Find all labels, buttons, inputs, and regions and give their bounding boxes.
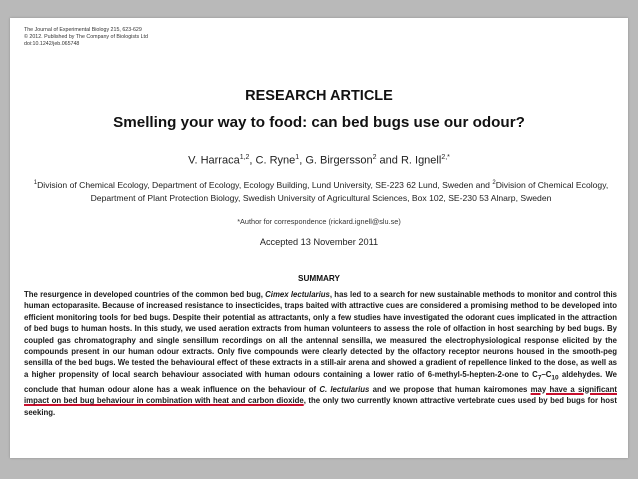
- accepted-date: Accepted 13 November 2011: [259, 237, 379, 247]
- affil-mark-2: 2: [492, 180, 496, 186]
- subscript: 7: [537, 374, 542, 382]
- highlighted-conclusion: may have a significant impact on bed bug behaviour in combination with heat and carbon dioxide: [24, 384, 617, 406]
- affil-mark-1: 1: [33, 180, 38, 186]
- subscript: 10: [551, 374, 559, 382]
- species-name: Cimex lectularius: [265, 290, 330, 299]
- correspondence-note: *Author for correspondence (rickard.ignell@slu.se): [237, 217, 401, 226]
- article-title: Smelling your way to food: can bed bugs use our odour?: [113, 114, 525, 131]
- author-affil-mark: 1: [295, 154, 300, 161]
- article-type-label: RESEARCH ARTICLE: [245, 88, 393, 104]
- journal-citation: [24, 27, 148, 48]
- author-affil-mark: 1,2: [239, 154, 250, 161]
- affiliation-1: Division of Chemical Ecology, Department of Ecology, Ecology Building, Lund University, SE-223 62 Lund, Sweden and: [37, 179, 493, 190]
- paper-page: [10, 18, 628, 458]
- journal-line-2: © 2012. Published by The Company of Biologists Ltd: [24, 34, 148, 40]
- journal-line-1: The Journal of Experimental Biology 215, 623-629: [24, 27, 142, 33]
- affiliations: [24, 177, 618, 205]
- affiliation-2: Division of Chemical Ecology, Department of Plant Protection Biology, Swedish University of Agricultural Sciences, Box 102, SE-230 53 Alnarp, Sweden: [90, 179, 609, 203]
- author-name: G. Birgersson: [305, 154, 373, 167]
- author-affil-mark: 2: [372, 154, 377, 161]
- summary-sentence: The resurgence in developed countries of the common bed bug,: [24, 290, 266, 299]
- journal-doi: doi:10.1242/jeb.065748: [24, 41, 80, 47]
- summary-sentence: , the only two currently known attractive vertebrate cues used by bed bugs for host seeking.: [24, 396, 617, 417]
- summary-sentence: , has led to a search for new sustainable methods to monitor and control this human ectoparasite. Because of increased resistance to insecticides, traps baited with attractive cues are considered a promising method to be developed into efficient monitoring tools for bed bugs. Despite their potential as attractants, only a few studies have investigated the odorant cues implicated in the attraction of bed bugs to human hosts. In this study, we used aeration extracts from human volunteers to assess the role of olfaction in host searching by bed bugs. By coupled gas chromatography and single sensillum recordings on all the antennal sensilla, we measured the electrophysiological response elicited by the compounds present in our human odour extracts. Only five compounds were clearly detected by the olfactory receptor neurons housed in the smooth-peg sensilla of the bed bugs. We tested the behavioural effect of these extracts in a still-air arena and showed a gradient of repellence linked to the dose, as well as a higher propensity of local search behaviour associated with human odours containing a lower ratio of 6-methyl-5-hepten-2-one to C: [24, 290, 617, 379]
- summary-sentence: aldehydes. We conclude that human odour alone has a weak influence on the behaviour of: [24, 369, 617, 394]
- summary-text: [24, 289, 617, 418]
- summary-heading: SUMMARY: [298, 274, 340, 283]
- author-affil-mark: 2,*: [441, 154, 450, 161]
- species-name: C. lectularius: [319, 384, 370, 394]
- summary-sentence: and we propose that human kairomones: [369, 384, 531, 394]
- author-list: V. Harraca$^{1,2}$, C. Ryne$^1$, G. Birgersson$^2$ and R. Ignell$^{2,*}$: [188, 154, 450, 167]
- author-name: R. Ignell: [400, 154, 442, 167]
- author-name: V. Harraca: [188, 154, 240, 167]
- author-name: C. Ryne: [255, 154, 296, 167]
- summary-dash: –C: [541, 369, 552, 379]
